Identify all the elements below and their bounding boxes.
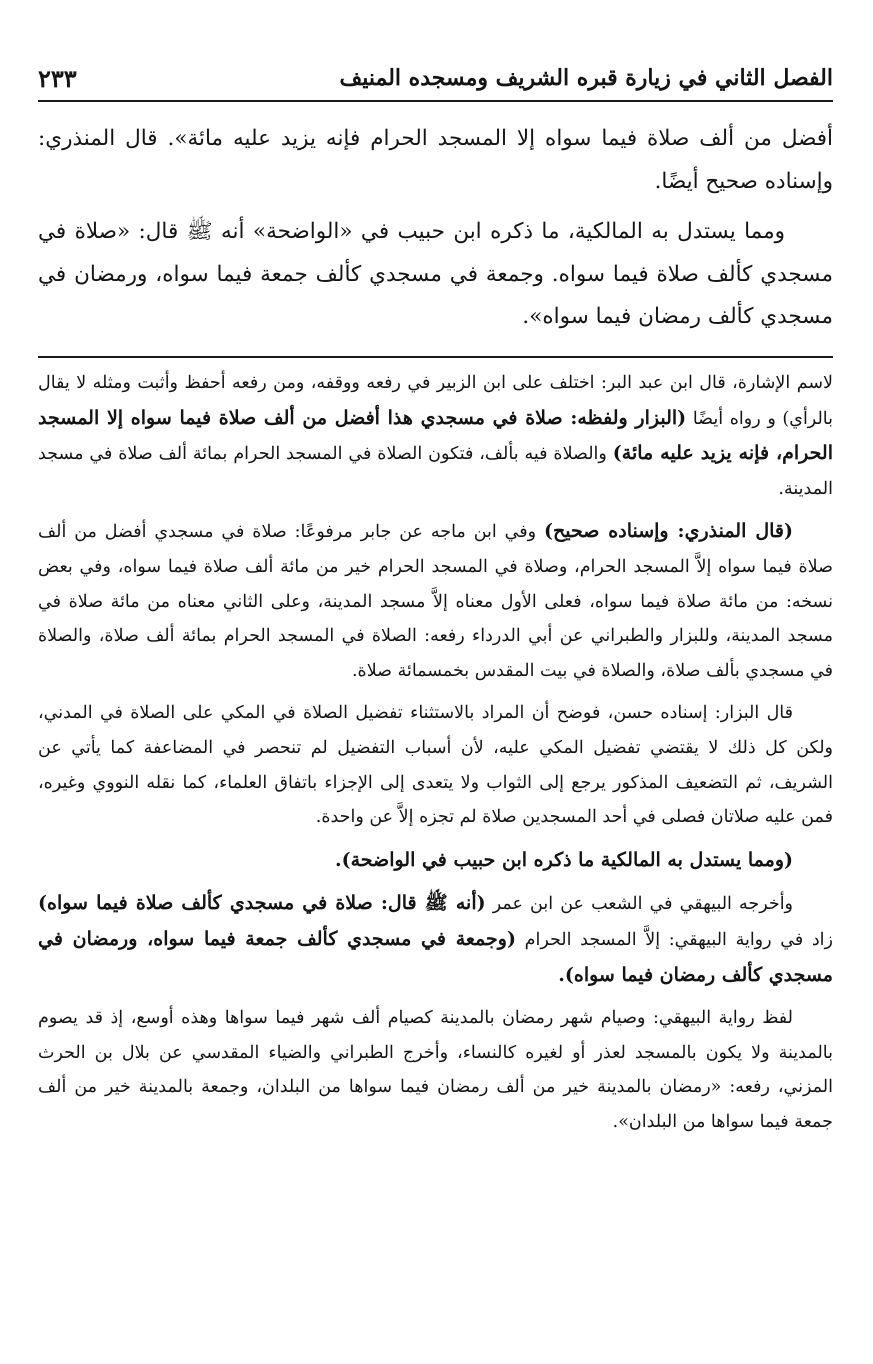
- quoted-matn: (قال المنذري: وإسناده صحيح): [543, 520, 793, 543]
- chapter-title: الفصل الثاني في زيارة قبره الشريف ومسجده المنيف: [339, 65, 833, 91]
- commentary-text: وفي ابن ماجه عن جابر مرفوعًا: صلاة في مسجدي أفضل من ألف صلاة فيما سواه إلاَّ المسجد الحرام، وصلاة في المسجد الحرام خير من مائة ألف صلاة فيما سواه، وفي بعض نسخه: من مائة صلاة فيما سواه، فعلى الأول معناه إلاَّ مسجد المدينة، وعلى الثاني معناه من مائة صلاة في مسجد المدينة، وللبزار والطبراني عن أبي الدرداء رفعه: الصلاة في المسجد الحرام بمائة ألف صلاة، والصلاة في مسجدي بألف صلاة، والصلاة في بيت المقدس بخمسمائة صلاة.: [38, 522, 833, 681]
- commentary-paragraph: لفظ رواية البيهقي: وصيام شهر رمضان بالمدينة كصيام ألف شهر فيما سواها وهذه أوسع، إذ قد يصوم بالمدينة ولا يكون بالمسجد لعذر أو لغيره كالنساء، وأخرج الطبراني والضياء المقدسي عن بلال بن الحرث المزني، رفعه: «رمضان بالمدينة خير من ألف رمضان فيما سواها من البلدان، وجمعة بالمدينة خير من ألف جمعة فيما سواها من البلدان».: [38, 1008, 833, 1132]
- running-header: [38, 56, 833, 102]
- commentary: [38, 366, 833, 1147]
- page-number: ٢٣٣: [38, 63, 77, 93]
- commentary-text: لاسم الإشارة، قال ابن عبد البر: اختلف على ابن الزبير في رفعه ووقفه، ومن رفعه أحفظ وأثبت ومثله لا يقال بالرأي) و رواه أيضًا: [38, 373, 834, 429]
- main-text: [38, 118, 833, 347]
- quoted-matn: (أنه ﷺ قال: صلاة في مسجدي كألف صلاة فيما سواه): [38, 892, 486, 915]
- commentary-paragraph: [38, 886, 833, 993]
- commentary-text: والصلاة فيه بألف، فتكون الصلاة في المسجد الحرام بمائة ألف صلاة في مسجد المدينة.: [38, 444, 833, 499]
- commentary-paragraph: [38, 514, 833, 688]
- quoted-matn: (ومما يستدل به المالكية ما ذكره ابن حبيب في الواضحة).: [335, 848, 793, 871]
- commentary-paragraph: قال البزار: إسناده حسن، فوضح أن المراد بالاستثناء تفضيل الصلاة في المكي على الصلاة في المدني، ولكن كل ذلك لا يقتضي تفضيل المكي عليه، لأن أسباب التفضيل لم تنحصر في المضاعفة كما يأتي عن الشريف، ثم التضعيف المذكور يرجع إلى الثواب ولا يتعدى إلى الإجزاء باتفاق العلماء، كما نقله النووي وغيره، فمن عليه صلاتان فصلى في أحد المسجدين صلاة لم تجزه إلاَّ عن واحدة.: [38, 703, 833, 828]
- main-paragraph: أفضل من ألف صلاة فيما سواه إلا المسجد الحرام فإنه يزيد عليه مائة». قال المنذري: وإسناده صحيح أيضًا.: [38, 126, 833, 194]
- main-paragraph: ومما يستدل به المالكية، ما ذكره ابن حبيب في «الواضحة» أنه ﷺ قال: «صلاة في مسجدي كألف صلاة فيما سواه. وجمعة في مسجدي كألف جمعة فيما سواه، ورمضان في مسجدي كألف رمضان فيما سواه».: [38, 219, 833, 329]
- commentary-paragraph: [38, 843, 833, 879]
- quoted-matn: (البزار ولفظه: صلاة في مسجدي هذا أفضل من ألف صلاة فيما سواه إلا المسجد الحرام، فإنه يزيد عليه مائة): [38, 406, 833, 465]
- commentary-paragraph: [38, 366, 833, 506]
- quoted-matn: (وجمعة في مسجدي كألف جمعة فيما سواه، ورمضان في مسجدي كألف رمضان فيما سواه).: [38, 927, 833, 986]
- commentary-text: وأخرجه البيهقي في الشعب عن ابن عمر: [485, 894, 794, 915]
- footnote-divider: [38, 356, 833, 358]
- commentary-text: زاد في رواية البيهقي: إلاَّ المسجد الحرام: [515, 929, 833, 950]
